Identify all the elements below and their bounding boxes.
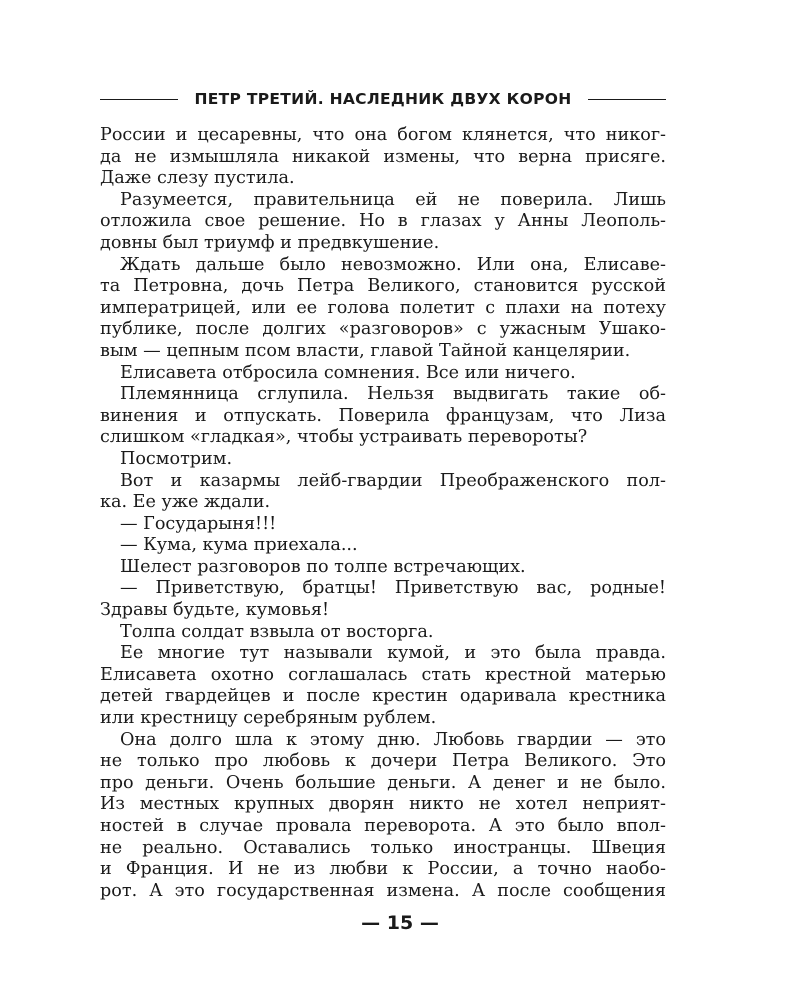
- text-line: винения и отпускать. Поверила французам, что Лиза: [100, 405, 666, 426]
- text-line: отложила свое решение. Но в глазах у Анны Леополь-: [100, 211, 666, 232]
- text-line: Она долго шла к этому дню. Любовь гвардии — это: [120, 729, 666, 750]
- running-header-title: ПЕТР ТРЕТИЙ. НАСЛЕДНИК ДВУХ КОРОН: [194, 90, 572, 108]
- text-line: Шелест разговоров по толпе встречающих.: [120, 556, 526, 577]
- text-line: рот. А это государственная измена. А после сообщения: [100, 880, 666, 901]
- header-rule-left: [100, 99, 178, 100]
- text-line: Ждать дальше было невозможно. Или она, Елисаве-: [120, 254, 666, 275]
- text-line: слишком «гладкая», чтобы устраивать перевороты?: [100, 427, 588, 448]
- text-line: или крестницу серебряным рублем.: [100, 708, 437, 729]
- text-line: Здравы будьте, кумовья!: [100, 600, 330, 621]
- text-line: Разумеется, правительница ей не поверила. Лишь: [120, 189, 666, 210]
- text-line: детей гвардейцев и после крестин одаривала крестника: [100, 686, 666, 707]
- text-line: — Приветствую, братцы! Приветствую вас, родные!: [120, 578, 666, 599]
- body-text: [100, 125, 666, 902]
- text-line: Посмотрим.: [120, 448, 233, 469]
- text-line: Толпа солдат взвыла от восторга.: [120, 621, 434, 642]
- text-line: да не измышляла никакой измены, что верна присяге.: [100, 146, 666, 167]
- header-rule-right: [588, 99, 666, 100]
- text-line: не реально. Оставались только иностранцы. Швеция: [100, 837, 666, 858]
- text-line: Елисавета отбросила сомнения. Все или ничего.: [120, 362, 576, 383]
- text-line: ка. Ее уже ждали.: [100, 492, 271, 513]
- text-line: Елисавета охотно соглашалась стать крестной матерью: [100, 664, 666, 685]
- page-number: — 15 —: [361, 912, 439, 934]
- text-line: Из местных крупных дворян никто не хотел неприят-: [100, 794, 666, 815]
- text-line: Вот и казармы лейб-гвардии Преображенского пол-: [120, 470, 666, 491]
- text-line: вым — цепным псом власти, главой Тайной канцелярии.: [100, 340, 631, 361]
- text-line: Племянница сглупила. Нельзя выдвигать такие об-: [120, 384, 666, 405]
- text-line: Даже слезу пустила.: [100, 168, 295, 189]
- text-line: — Кума, кума приехала...: [120, 535, 358, 556]
- text-line: и Франция. И не из любви к России, а точно наобо-: [100, 859, 666, 880]
- text-line: публике, после долгих «разговоров» с ужасным Ушако-: [100, 319, 666, 340]
- text-line: довны был триумф и предвкушение.: [100, 232, 440, 253]
- text-line: — Государыня!!!: [120, 513, 277, 534]
- text-line: России и цесаревны, что она богом клянется, что никог-: [100, 125, 666, 145]
- text-line: та Петровна, дочь Петра Великого, становится русской: [100, 276, 666, 297]
- text-line: императрицей, или ее голова полетит с плахи на потеху: [100, 297, 666, 318]
- text-line: про деньги. Очень большие деньги. А денег и не было.: [100, 772, 666, 793]
- text-line: ностей в случае провала переворота. А это было впол-: [100, 816, 666, 836]
- running-header: [100, 86, 666, 112]
- text-line: Ее многие тут называли кумой, и это была правда.: [120, 643, 666, 664]
- text-line: не только про любовь к дочери Петра Великого. Это: [100, 751, 666, 772]
